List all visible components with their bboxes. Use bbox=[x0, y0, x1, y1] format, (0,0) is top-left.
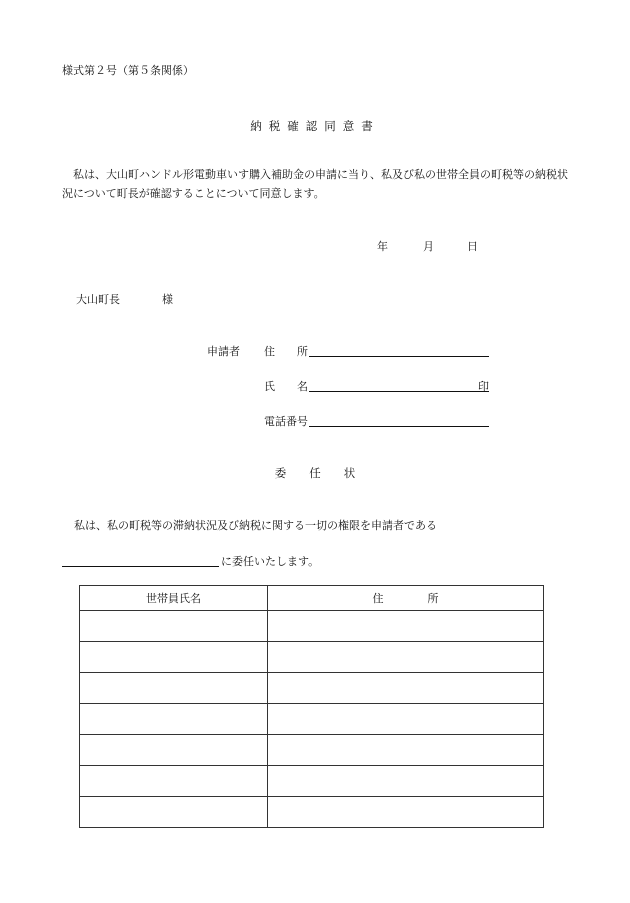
table-header-row bbox=[80, 586, 544, 611]
name-field-line[interactable] bbox=[309, 391, 489, 392]
delegate-name-field[interactable] bbox=[62, 566, 219, 567]
member-name-cell[interactable] bbox=[80, 704, 268, 735]
table-row bbox=[80, 735, 544, 766]
phone-label: 電話番号 bbox=[264, 415, 308, 428]
member-name-cell[interactable] bbox=[80, 642, 268, 673]
delegation-suffix: に委任いたします。 bbox=[221, 555, 320, 568]
table-row bbox=[80, 704, 544, 735]
table-row bbox=[80, 611, 544, 642]
seal-mark: 印 bbox=[478, 380, 489, 393]
delegation-statement: 私は、私の町税等の滞納状況及び納税に関する一切の権限を申請者である bbox=[74, 519, 437, 532]
delegation-title: 委 任 状 bbox=[274, 466, 356, 480]
applicant-label: 申請者 bbox=[207, 345, 240, 358]
member-name-header: 世帯員氏名 bbox=[80, 586, 268, 611]
table-row bbox=[80, 766, 544, 797]
table-row bbox=[80, 642, 544, 673]
address-label: 住 所 bbox=[264, 345, 308, 358]
member-address-header: 住 所 bbox=[268, 586, 544, 611]
household-members-table bbox=[79, 585, 544, 828]
member-address-cell[interactable] bbox=[268, 735, 544, 766]
honorific: 様 bbox=[162, 293, 173, 306]
document-title: 納税確認同意書 bbox=[250, 119, 380, 133]
member-name-cell[interactable] bbox=[80, 797, 268, 828]
member-address-cell[interactable] bbox=[268, 704, 544, 735]
phone-field-line[interactable] bbox=[309, 426, 489, 427]
member-address-cell[interactable] bbox=[268, 673, 544, 704]
form-number: 様式第２号（第５条関係） bbox=[62, 64, 194, 77]
member-name-cell[interactable] bbox=[80, 766, 268, 797]
member-address-cell[interactable] bbox=[268, 797, 544, 828]
member-name-cell[interactable] bbox=[80, 673, 268, 704]
date-year: 年 bbox=[377, 240, 388, 253]
member-address-cell[interactable] bbox=[268, 642, 544, 673]
member-address-cell[interactable] bbox=[268, 766, 544, 797]
member-address-cell[interactable] bbox=[268, 611, 544, 642]
consent-statement: 私は、大山町ハンドル形電動車いす購入補助金の申請に当り、私及び私の世帯全員の町税等の納税状況について町長が確認することについて同意します。 bbox=[62, 168, 568, 200]
addressee: 大山町長 bbox=[76, 293, 120, 306]
date-day: 日 bbox=[467, 240, 478, 253]
address-field-line[interactable] bbox=[309, 356, 489, 357]
name-label: 氏 名 bbox=[264, 380, 308, 393]
member-name-cell[interactable] bbox=[80, 735, 268, 766]
member-name-cell[interactable] bbox=[80, 611, 268, 642]
table-row bbox=[80, 797, 544, 828]
date-month: 月 bbox=[423, 240, 434, 253]
table-row bbox=[80, 673, 544, 704]
